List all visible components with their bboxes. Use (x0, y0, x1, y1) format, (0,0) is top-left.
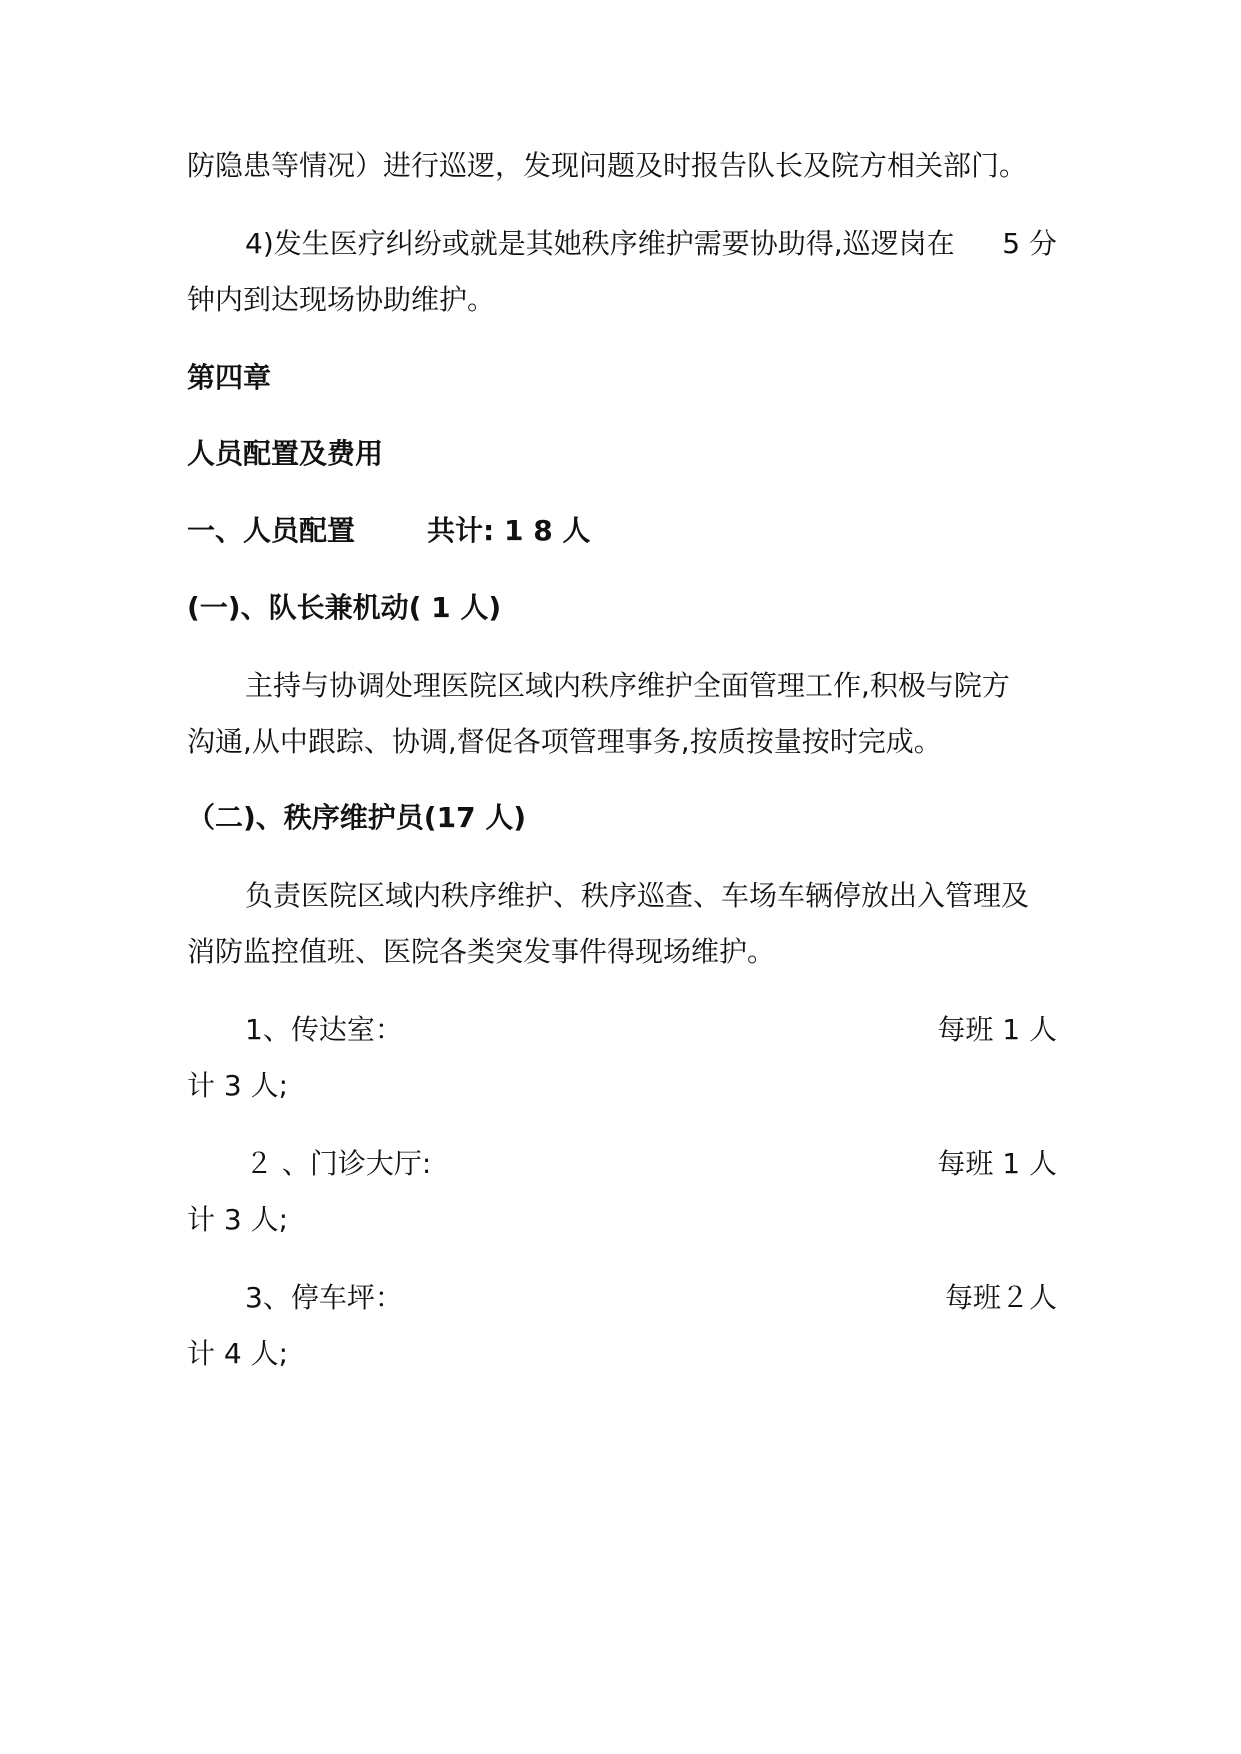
post-total: 计 3 人; (187, 1069, 289, 1102)
section-title: 一、人员配置 (187, 514, 356, 547)
paragraph-line: 钟内到达现场协助维护。 (187, 283, 496, 316)
post-total: 计 4 人; (187, 1337, 289, 1370)
paragraph-text: 5 分 (1002, 227, 1057, 260)
post-name: ２ 、门诊大厅: (245, 1147, 432, 1180)
subsection-heading: (一)、队长兼机动( 1 人) (187, 591, 502, 624)
post-row (245, 1144, 1057, 1184)
post-per-shift: 每班 1 人 (937, 1147, 1057, 1180)
post-per-shift: 每班 1 人 (937, 1013, 1057, 1046)
section-heading (187, 511, 1057, 551)
post-row (245, 1278, 1057, 1318)
section-total: 共计: 1 8 人 (427, 514, 591, 547)
subsection-heading: （二)、秩序维护员(17 人) (187, 801, 527, 834)
post-name: 3、停车坪： (245, 1281, 403, 1314)
post-per-shift: 每班２人 (944, 1281, 1057, 1314)
paragraph-line: 主持与协调处理医院区域内秩序维护全面管理工作,积极与院方 (245, 669, 1010, 702)
paragraph-line: 防隐患等情况）进行巡逻，发现问题及时报告队长及院方相关部门。 (187, 149, 1028, 182)
post-total: 计 3 人; (187, 1203, 289, 1236)
chapter-title: 人员配置及费用 (187, 437, 384, 470)
paragraph-line: 消防监控值班、医院各类突发事件得现场维护。 (187, 935, 776, 968)
paragraph-text: 4)发生医疗纠纷或就是其她秩序维护需要协助得,巡逻岗在 (245, 227, 955, 260)
post-name: 1、传达室： (245, 1013, 403, 1046)
paragraph-line (245, 224, 1057, 264)
paragraph-line: 沟通,从中跟踪、协调,督促各项管理事务,按质按量按时完成。 (187, 725, 942, 758)
chapter-heading: 第四章 (187, 361, 272, 394)
post-row (245, 1010, 1057, 1050)
paragraph-line: 负责医院区域内秩序维护、秩序巡查、车场车辆停放出入管理及 (245, 879, 1030, 912)
